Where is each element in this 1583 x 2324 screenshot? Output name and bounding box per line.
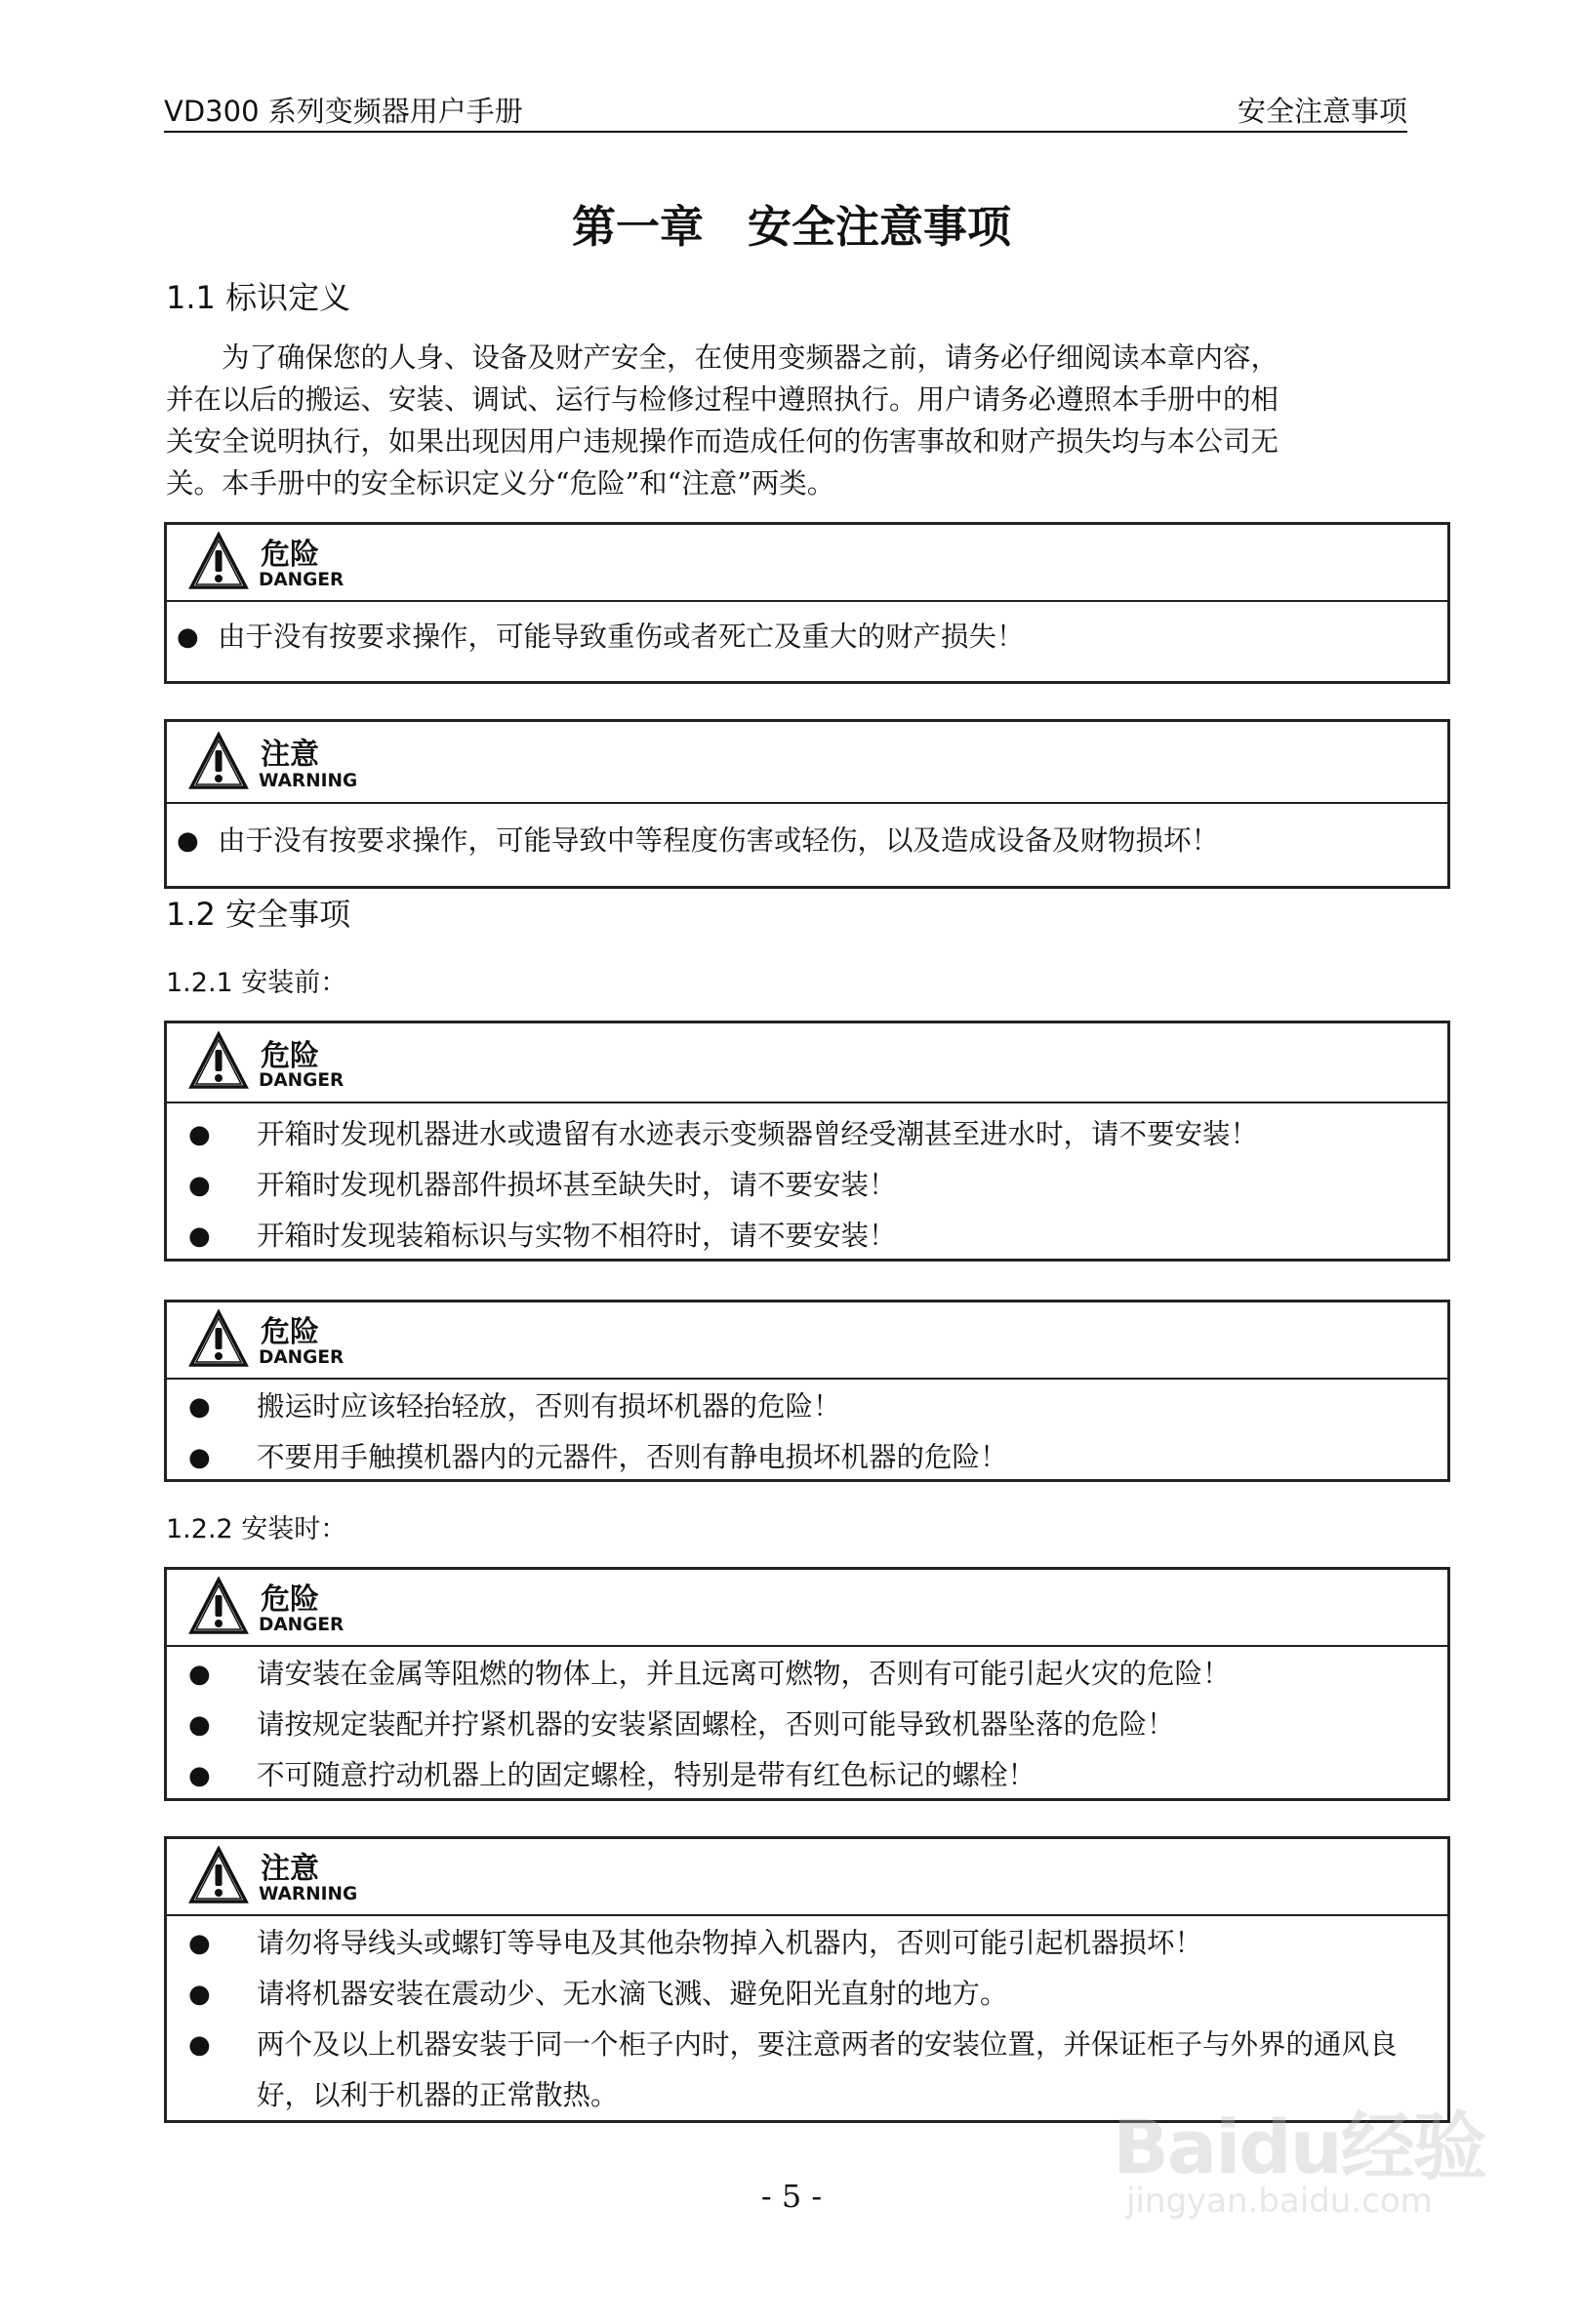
danger-label-en: DANGER [259, 1347, 345, 1368]
list-item [167, 1649, 1447, 1700]
box-header [167, 1839, 1447, 1916]
list-item [167, 1160, 1447, 1211]
warning-label-en: WARNING [259, 1884, 358, 1904]
warning-triangle-icon [188, 1577, 249, 1635]
list-item [167, 1382, 1447, 1432]
bullet: ● [188, 2030, 211, 2060]
watermark-logo: Baidu经验 [1113, 2104, 1485, 2190]
page-header [164, 88, 1407, 133]
bullet: ● [188, 1660, 211, 1689]
page-number: - 5 - [760, 2178, 823, 2215]
bullet: ● [188, 1392, 211, 1422]
warning-label-zh: 注意 [261, 738, 319, 772]
warning-triangle-icon [188, 1309, 249, 1368]
list-item [167, 1109, 1447, 1160]
warning-triangle-icon [188, 732, 249, 790]
intro-paragraph [166, 337, 1407, 504]
subsection-heading-1-2-1: 1.2.1 安装前： [166, 968, 347, 998]
danger-box-during-install [164, 1567, 1450, 1801]
danger-box-before-install-2 [164, 1300, 1450, 1482]
danger-label-en: DANGER [259, 570, 345, 590]
item-text: 由于没有按要求操作，可能导致重伤或者死亡及重大的财产损失！ [218, 621, 1025, 653]
header-section-title: 安全注意事项 [1237, 95, 1407, 128]
warning-definition-box [164, 719, 1450, 889]
list-item [167, 1969, 1447, 2020]
danger-box-before-install-1 [164, 1021, 1450, 1262]
danger-label-zh: 危险 [261, 1315, 319, 1349]
warning-box-during-install [164, 1836, 1450, 2123]
section-heading-1-2: 1.2 安全事项 [166, 896, 351, 933]
bullet: ● [188, 1980, 211, 2009]
chapter-title: 第一章 安全注意事项 [571, 201, 1011, 253]
box-header [167, 1023, 1447, 1103]
item-text: 请将机器安装在震动少、无水滴飞溅、避免阳光直射的地方。 [257, 1978, 1008, 2010]
box-header [167, 1302, 1447, 1380]
intro-line: 关。本手册中的安全标识定义分“危险”和“注意”两类。 [166, 467, 835, 500]
warning-triangle-icon [188, 1846, 249, 1904]
bullet: ● [188, 1929, 211, 1958]
bullet: ● [177, 826, 199, 856]
danger-label-en: DANGER [259, 1070, 345, 1091]
list-item [167, 816, 1447, 866]
item-text: 搬运时应该轻抬轻放，否则有损坏机器的危险！ [257, 1390, 841, 1422]
list-item [167, 1211, 1447, 1262]
item-text: 请按规定装配并拧紧机器的安装紧固螺栓，否则可能导致机器坠落的危险！ [257, 1708, 1175, 1741]
subsection-heading-1-2-2: 1.2.2 安装时： [166, 1514, 347, 1544]
bullet: ● [188, 1222, 211, 1251]
list-item [167, 1918, 1447, 1969]
item-text: 请安装在金属等阻燃的物体上，并且远离可燃物，否则有可能引起火灾的危险！ [257, 1658, 1231, 1690]
intro-line: 并在以后的搬运、安装、调试、运行与检修过程中遵照执行。用户请务必遵照本手册中的相 [166, 383, 1279, 416]
bullet: ● [188, 1443, 211, 1472]
item-text: 开箱时发现机器进水或遗留有水迹表示变频器曾经受潮甚至进水时，请不要安装！ [257, 1118, 1259, 1150]
item-text: 不可随意拧动机器上的固定螺栓，特别是带有红色标记的螺栓！ [257, 1759, 1036, 1791]
danger-definition-box [164, 522, 1450, 684]
box-header [167, 525, 1447, 602]
danger-label-zh: 危险 [261, 538, 319, 572]
warning-label-en: WARNING [259, 771, 358, 791]
baidu-watermark [1113, 2088, 1522, 2234]
item-text: 开箱时发现机器部件损坏甚至缺失时，请不要安装！ [257, 1169, 897, 1201]
item-text: 两个及以上机器安装于同一个柜子内时，要注意两者的安装位置，并保证柜子与外界的通风良好，以利于机器的正常散热。 [257, 2028, 1398, 2111]
watermark-url: jingyan.baidu.com [1126, 2182, 1433, 2221]
section-heading-1-1: 1.1 标识定义 [166, 279, 351, 316]
item-text: 开箱时发现装箱标识与实物不相符时，请不要安装！ [257, 1220, 897, 1252]
list-item [167, 1432, 1447, 1483]
danger-label-en: DANGER [259, 1615, 345, 1635]
bullet: ● [188, 1710, 211, 1740]
warning-triangle-icon [188, 1031, 249, 1090]
box-header [167, 1570, 1447, 1647]
bullet: ● [188, 1761, 211, 1790]
bullet: ● [188, 1120, 211, 1149]
list-item [167, 612, 1447, 662]
warning-label-zh: 注意 [261, 1852, 319, 1886]
danger-label-zh: 危险 [261, 1039, 319, 1073]
list-item [167, 1750, 1447, 1801]
intro-line: 关安全说明执行，如果出现因用户违规操作而造成任何的伤害事故和财产损失均与本公司无 [166, 425, 1279, 458]
item-text: 由于没有按要求操作，可能导致中等程度伤害或轻伤，以及造成设备及财物损坏！ [218, 824, 1220, 857]
bullet: ● [177, 622, 199, 652]
intro-line: 为了确保您的人身、设备及财产安全，在使用变频器之前，请务必仔细阅读本章内容， [222, 341, 1279, 374]
item-text: 不要用手触摸机器内的元器件，否则有静电损坏机器的危险！ [257, 1441, 1008, 1473]
bullet: ● [188, 1171, 211, 1200]
box-header [167, 722, 1447, 804]
warning-triangle-icon [188, 532, 249, 590]
item-text: 请勿将导线头或螺钉等导电及其他杂物掉入机器内，否则可能引起机器损坏！ [257, 1927, 1203, 1959]
header-manual-title: VD300 系列变频器用户手册 [164, 95, 523, 128]
list-item [167, 1700, 1447, 1750]
danger-label-zh: 危险 [261, 1583, 319, 1617]
